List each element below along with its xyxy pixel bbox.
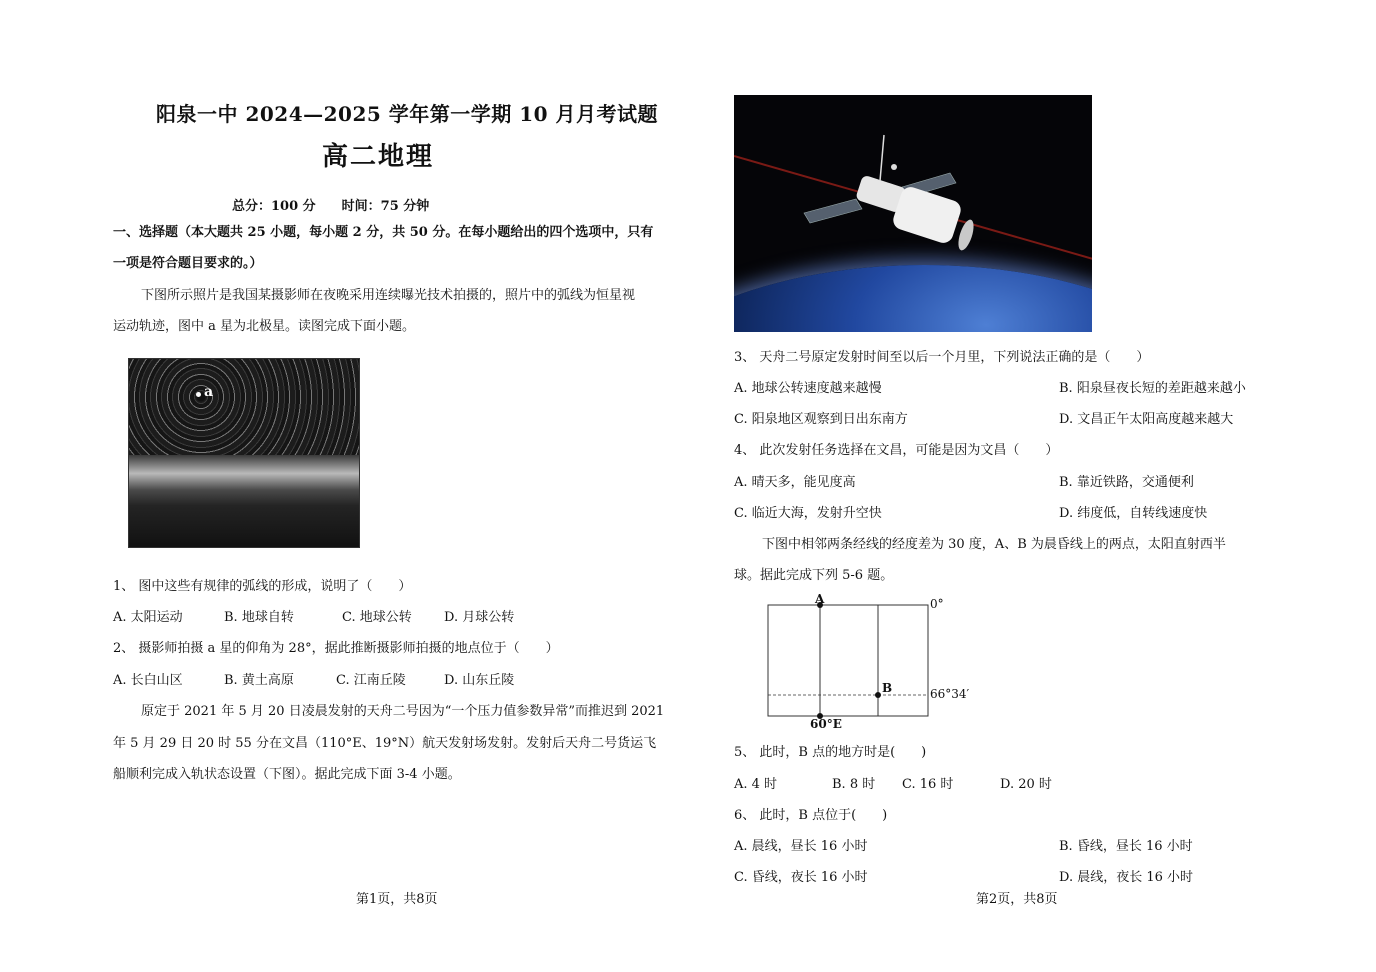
question-2-option-b[interactable]: B. 黄土高原 [224,673,294,688]
question-1-option-c[interactable]: C. 地球公转 [342,610,412,625]
diagram-label-arctic: 66°34′ [930,687,970,701]
diagram-label-equator: 0° [930,597,944,611]
diagram-frame [768,605,928,716]
question-5-option-c[interactable]: C. 16 时 [902,777,954,792]
question-2-option-c[interactable]: C. 江南丘陵 [336,673,406,688]
question-6-option-c[interactable]: C. 昏线，夜长 16 小时 [734,870,868,885]
intro-paragraph-2-line1: 原定于 2021 年 5 月 20 日凌晨发射的天舟二号因为“一个压力值参数异常”而推迟到 2021 [141,704,665,719]
question-2-option-d[interactable]: D. 山东丘陵 [444,673,515,688]
star-trail-photo [128,358,360,548]
question-3-option-d[interactable]: D. 文昌正午太阳高度越来越大 [1059,412,1234,427]
photo-horizon [129,455,359,547]
question-2-stem: 2、 摄影师拍摄 a 星的仰角为 28°，据此推断摄影师拍摄的地点位于（ ） [113,641,559,656]
question-5-option-b[interactable]: B. 8 时 [832,777,876,792]
question-5-option-a[interactable]: A. 4 时 [734,777,778,792]
page-1-footer: 第1页，共8页 [356,892,438,907]
question-5-stem: 5、 此时，B 点的地方时是( ) [734,745,927,760]
point-b [875,692,881,698]
question-1-option-a[interactable]: A. 太阳运动 [113,610,183,625]
diagram-label-longitude: 60°E [810,717,842,731]
question-6-option-a[interactable]: A. 晨线，昼长 16 小时 [734,839,868,854]
question-3-stem: 3、 天舟二号原定发射时间至以后一个月里，下列说法正确的是（ ） [734,350,1150,365]
intro-paragraph-1-line2: 运动轨迹，图中 a 星为北极星。读图完成下面小题。 [113,319,416,334]
polaris-dot [196,392,201,397]
polaris-label: a [204,384,214,400]
spacecraft-photo [734,95,1092,332]
intro-paragraph-3-line2: 球。据此完成下列 5-6 题。 [734,568,894,583]
question-6-option-d[interactable]: D. 晨线，夜长 16 小时 [1059,870,1194,885]
question-3-option-a[interactable]: A. 地球公转速度越来越慢 [734,381,882,396]
question-1-option-d[interactable]: D. 月球公转 [444,610,515,625]
question-1-stem: 1、 图中这些有规律的弧线的形成，说明了（ ） [113,579,412,594]
spacecraft-illustration [734,95,1092,332]
question-4-option-c[interactable]: C. 临近大海，发射升空快 [734,506,882,521]
exam-title: 阳泉一中 2024—2025 学年第一学期 10 月月考试题 [156,102,659,126]
section-header-line1: 一、选择题（本大题共 25 小题，每小题 2 分，共 50 分。在每小题给出的四个选项中，只有 [113,225,654,240]
question-4-stem: 4、 此次发射任务选择在文昌，可能是因为文昌（ ） [734,443,1059,458]
question-3-option-b[interactable]: B. 阳泉昼夜长短的差距越来越小 [1059,381,1246,396]
exam-meta: 总分：100 分 时间：75 分钟 [232,199,430,214]
intro-paragraph-2-line3: 船顺利完成入轨状态设置（下图）。据此完成下面 3-4 小题。 [113,767,461,782]
question-4-option-b[interactable]: B. 靠近铁路，交通便利 [1059,475,1194,490]
diagram-label-b: B [882,681,893,695]
question-4-option-d[interactable]: D. 纬度低，自转线速度快 [1059,506,1208,521]
question-4-option-a[interactable]: A. 晴天多，能见度高 [734,475,856,490]
page-2-footer: 第2页，共8页 [976,892,1058,907]
section-header-line2: 一项是符合题目要求的。） [113,256,263,271]
intro-paragraph-2-line2: 年 5 月 29 日 20 时 55 分在文昌（110°E、19°N）航天发射场发射。发射后天舟二号货运飞 [113,736,657,751]
question-5-option-d[interactable]: D. 20 时 [1000,777,1052,792]
question-6-option-b[interactable]: B. 昏线，昼长 16 小时 [1059,839,1193,854]
intro-paragraph-3-line1: 下图中相邻两条经线的经度差为 30 度，A、B 为晨昏线上的两点，太阳直射西半 [762,537,1226,552]
intro-paragraph-1-line1: 下图所示照片是我国某摄影师在夜晚采用连续曝光技术拍摄的，照片中的弧线为恒星视 [141,288,636,303]
diagram-label-a: A [815,592,825,606]
terminator-diagram [760,592,1000,732]
question-2-option-a[interactable]: A. 长白山区 [113,673,183,688]
question-6-stem: 6、 此时，B 点位于( ) [734,808,888,823]
question-3-option-c[interactable]: C. 阳泉地区观察到日出东南方 [734,412,908,427]
question-1-option-b[interactable]: B. 地球自转 [224,610,294,625]
subject-title: 高二地理 [322,142,435,172]
